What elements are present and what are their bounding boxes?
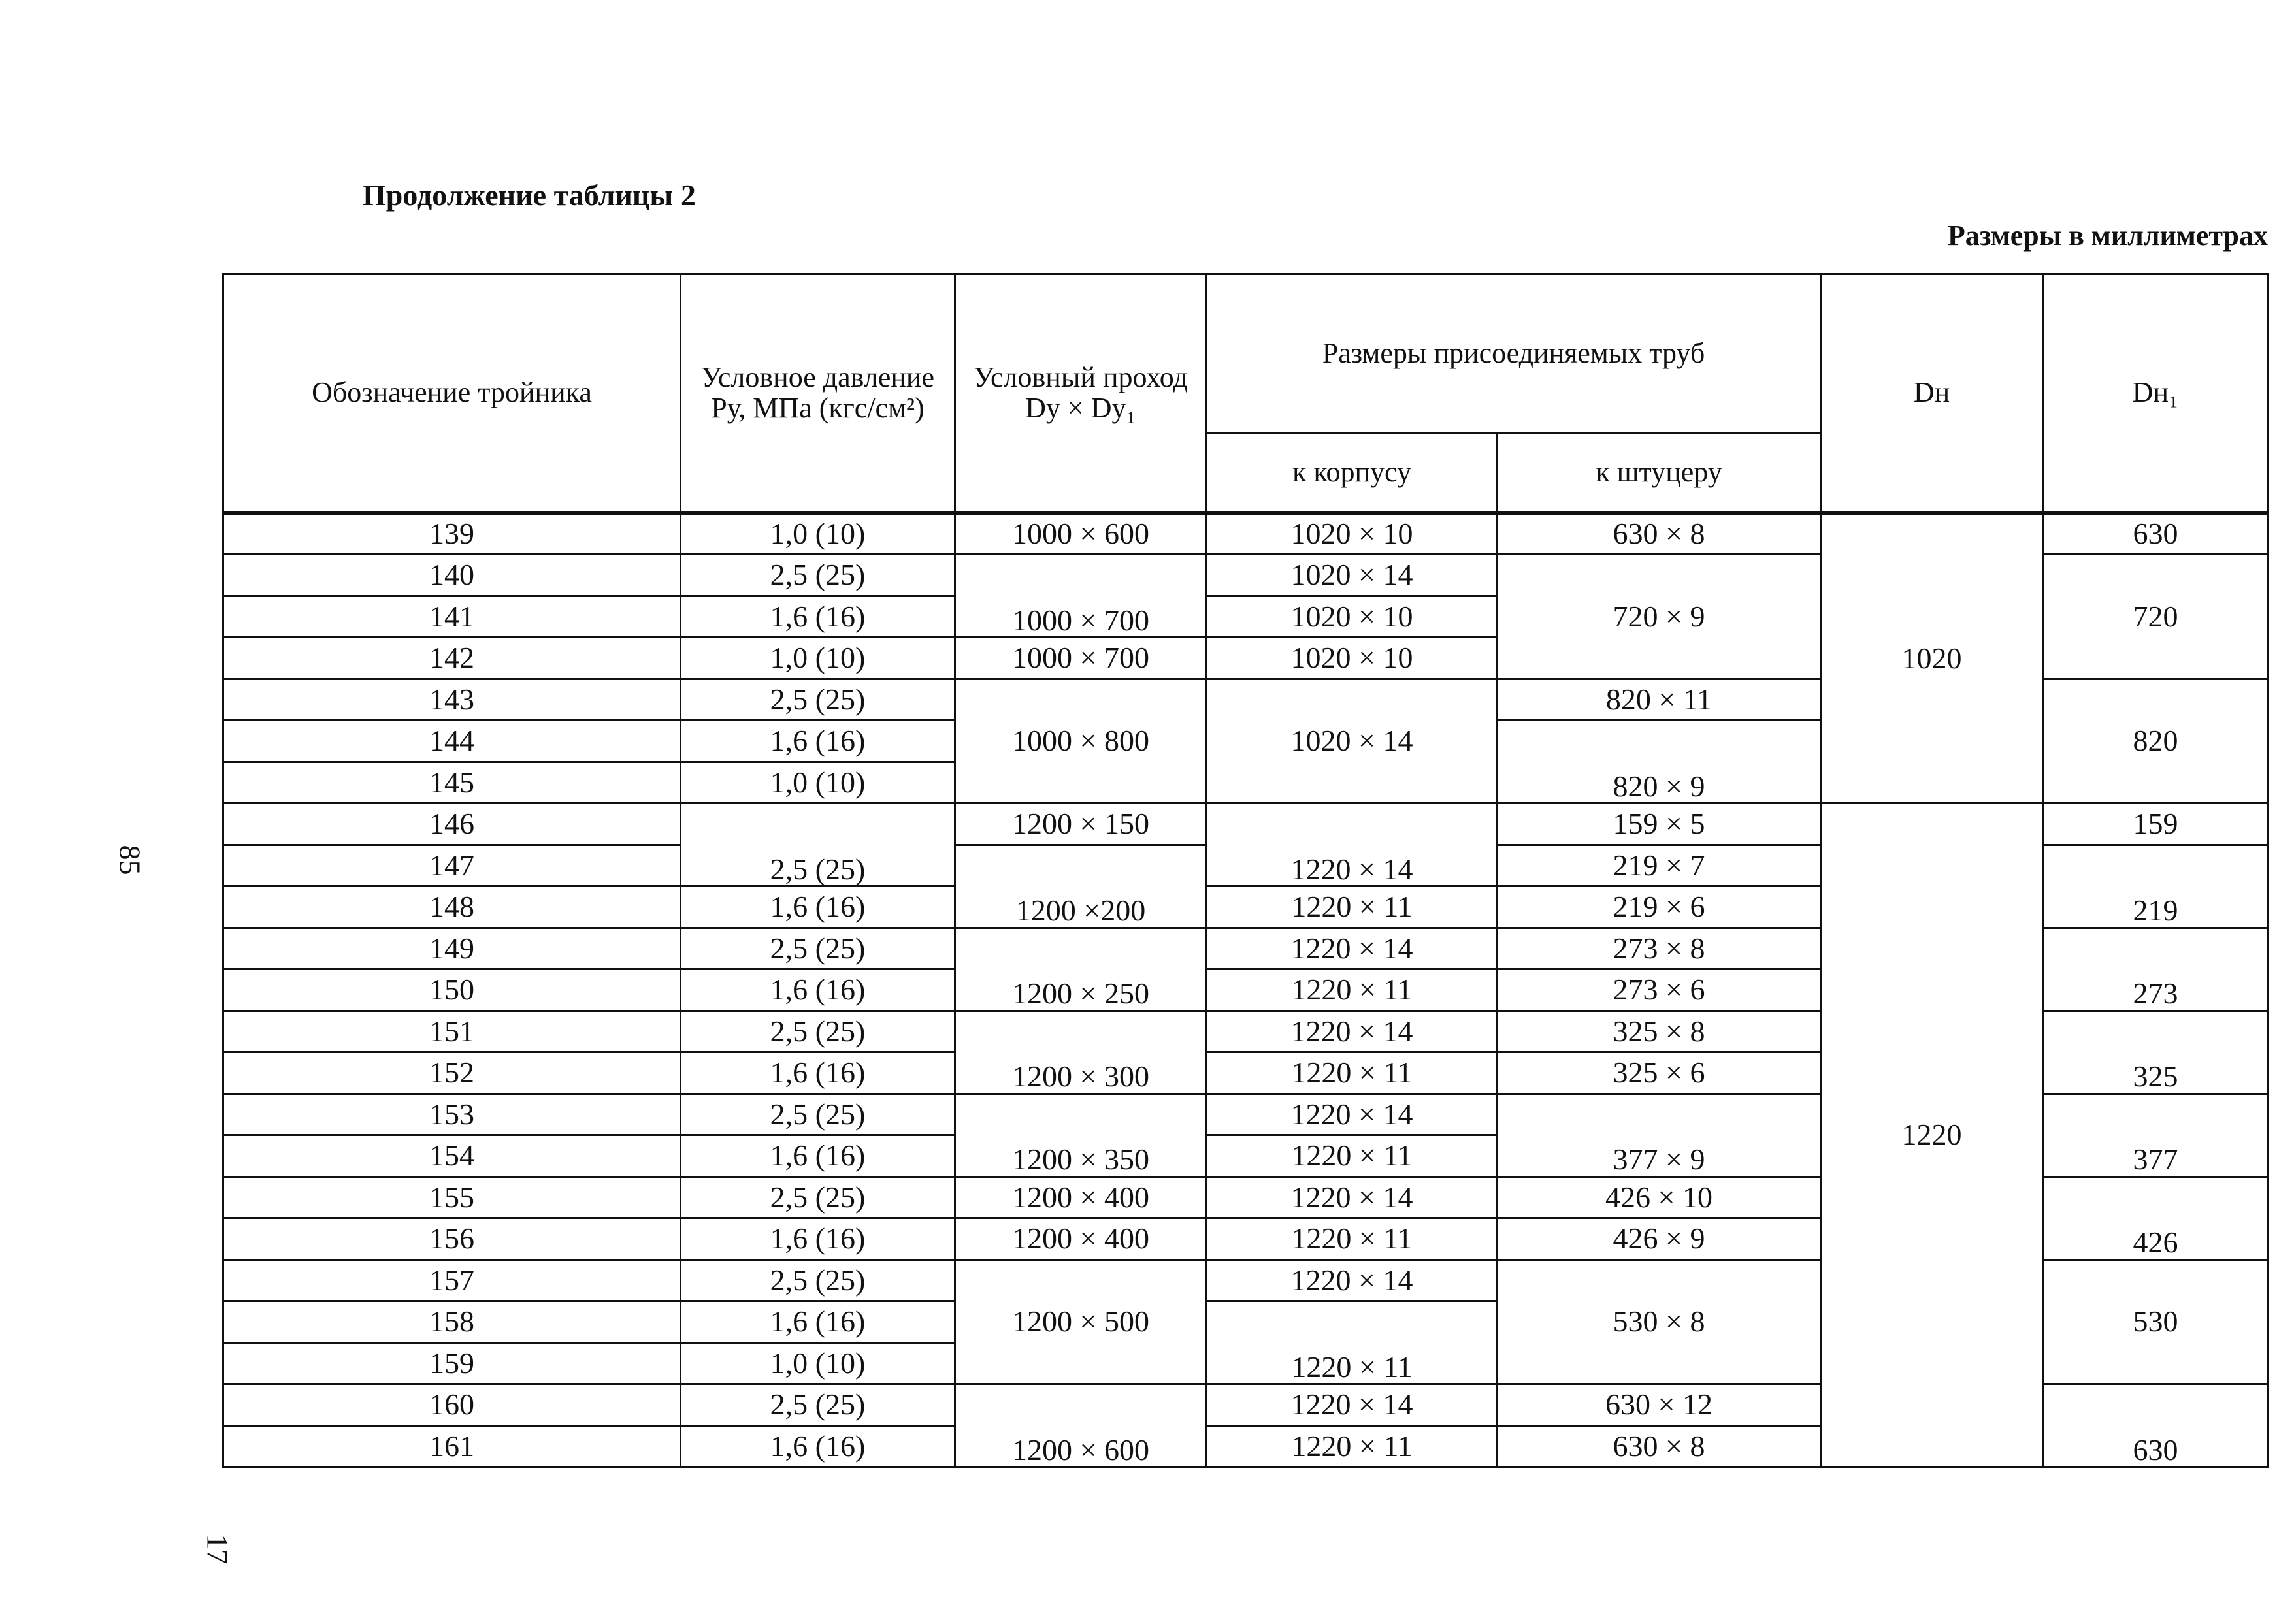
dn1-cell: 159 [2043,804,2269,845]
header-pressure: Условное давление Ру, МПа (кгс/см²) [681,274,955,513]
pressure-cell: 1,6 (16) [681,969,955,1011]
designation-cell: 142 [223,638,681,679]
dn1-cell: 273 [2043,928,2269,1011]
to-body-cell: 1220 × 11 [1207,969,1498,1011]
to-body-cell: 1220 × 11 [1207,1052,1498,1094]
page-number-outer: 85 [113,845,147,875]
pressure-cell: 2,5 (25) [681,555,955,596]
to-body-cell: 1020 × 10 [1207,596,1498,638]
to-fitting-cell: 630 × 8 [1498,513,1821,555]
to-fitting-cell: 325 × 8 [1498,1011,1821,1052]
passage-cell: 1000 × 800 [955,679,1207,804]
header-dn: Dн [1821,274,2043,513]
to-body-cell: 1220 × 14 [1207,1384,1498,1426]
table-row [223,804,2269,845]
dn1-cell: 426 [2043,1177,2269,1259]
passage-cell: 1200 ×200 [955,845,1207,928]
dn1-cell: 820 [2043,679,2269,804]
dn1-cell: 630 [2043,513,2269,555]
to-body-cell: 1220 × 14 [1207,804,1498,886]
to-body-cell: 1020 × 10 [1207,513,1498,555]
to-fitting-cell: 820 × 11 [1498,679,1821,721]
tee-dimensions-table [222,273,2269,1468]
to-fitting-cell: 273 × 6 [1498,969,1821,1011]
pressure-cell: 1,6 (16) [681,1218,955,1260]
dn1-cell: 630 [2043,1384,2269,1467]
designation-cell: 141 [223,596,681,638]
passage-cell: 1200 × 250 [955,928,1207,1011]
to-fitting-cell: 219 × 6 [1498,886,1821,928]
to-body-cell: 1220 × 11 [1207,1425,1498,1467]
designation-cell: 159 [223,1342,681,1384]
to-fitting-cell: 530 × 8 [1498,1259,1821,1384]
designation-cell: 143 [223,679,681,721]
dn1-cell: 325 [2043,1011,2269,1094]
dn-cell: 1020 [1821,513,2043,804]
pressure-cell: 2,5 (25) [681,1259,955,1301]
to-body-cell: 1220 × 14 [1207,1177,1498,1218]
designation-cell: 149 [223,928,681,969]
to-fitting-cell: 377 × 9 [1498,1094,1821,1177]
header-dn1: Dн₁ [2043,274,2269,513]
to-fitting-cell: 159 × 5 [1498,804,1821,845]
pressure-cell: 1,0 (10) [681,513,955,555]
designation-cell: 160 [223,1384,681,1426]
pressure-cell: 1,6 (16) [681,1425,955,1467]
to-fitting-cell: 630 × 8 [1498,1425,1821,1467]
designation-cell: 152 [223,1052,681,1094]
to-body-cell: 1220 × 14 [1207,1011,1498,1052]
pressure-cell: 1,6 (16) [681,596,955,638]
to-body-cell: 1020 × 10 [1207,638,1498,679]
page-number-inner: 17 [201,1534,235,1565]
to-body-cell: 1220 × 11 [1207,1135,1498,1177]
to-fitting-cell: 426 × 10 [1498,1177,1821,1218]
pressure-cell: 1,0 (10) [681,638,955,679]
designation-cell: 147 [223,845,681,886]
pressure-cell: 1,0 (10) [681,1342,955,1384]
table-caption: Продолжение таблицы 2 [363,178,696,212]
to-fitting-cell: 325 × 6 [1498,1052,1821,1094]
passage-cell: 1200 × 300 [955,1011,1207,1094]
passage-cell: 1000 × 600 [955,513,1207,555]
header-designation: Обозначение тройника [223,274,681,513]
to-body-cell: 1220 × 14 [1207,1094,1498,1135]
to-body-cell: 1220 × 11 [1207,1301,1498,1384]
passage-cell: 1200 × 150 [955,804,1207,845]
pressure-cell: 1,6 (16) [681,1135,955,1177]
header-passage: Условный проход Dу × Dу₁ [955,274,1207,513]
designation-cell: 140 [223,555,681,596]
passage-cell: 1000 × 700 [955,555,1207,638]
pressure-cell: 1,6 (16) [681,886,955,928]
designation-cell: 157 [223,1259,681,1301]
to-body-cell: 1220 × 11 [1207,886,1498,928]
passage-cell: 1200 × 400 [955,1218,1207,1260]
to-fitting-cell: 219 × 7 [1498,845,1821,886]
dn1-cell: 530 [2043,1259,2269,1384]
pressure-cell: 2,5 (25) [681,1177,955,1218]
to-body-cell: 1220 × 14 [1207,928,1498,969]
to-fitting-cell: 273 × 8 [1498,928,1821,969]
designation-cell: 145 [223,762,681,804]
to-body-cell: 1220 × 11 [1207,1218,1498,1260]
to-body-cell: 1220 × 14 [1207,1259,1498,1301]
designation-cell: 153 [223,1094,681,1135]
to-fitting-cell: 630 × 12 [1498,1384,1821,1426]
pressure-cell: 1,6 (16) [681,721,955,762]
pressure-cell: 2,5 (25) [681,1094,955,1135]
designation-cell: 154 [223,1135,681,1177]
designation-cell: 146 [223,804,681,845]
designation-cell: 158 [223,1301,681,1343]
pressure-cell: 1,6 (16) [681,1301,955,1343]
dn1-cell: 219 [2043,845,2269,928]
to-fitting-cell: 820 × 9 [1498,721,1821,804]
pressure-cell: 2,5 (25) [681,804,955,886]
designation-cell: 150 [223,969,681,1011]
designation-cell: 151 [223,1011,681,1052]
to-body-cell: 1020 × 14 [1207,555,1498,596]
pressure-cell: 2,5 (25) [681,1384,955,1426]
designation-cell: 161 [223,1425,681,1467]
to-fitting-cell: 426 × 9 [1498,1218,1821,1260]
passage-cell: 1200 × 400 [955,1177,1207,1218]
to-fitting-cell: 720 × 9 [1498,555,1821,679]
designation-cell: 148 [223,886,681,928]
dn-cell: 1220 [1821,804,2043,1467]
passage-cell: 1000 × 700 [955,638,1207,679]
table-row [223,513,2269,555]
header-pipe-sizes: Размеры присоединяемых труб [1207,274,1821,433]
passage-cell: 1200 × 500 [955,1259,1207,1384]
dn1-cell: 720 [2043,555,2269,679]
dn1-cell: 377 [2043,1094,2269,1177]
pressure-cell: 1,0 (10) [681,762,955,804]
designation-cell: 139 [223,513,681,555]
to-body-cell: 1020 × 14 [1207,679,1498,804]
header-to-fitting: к штуцеру [1498,433,1821,513]
header-to-body: к корпусу [1207,433,1498,513]
units-note: Размеры в миллиметрах [1947,219,2268,252]
pressure-cell: 2,5 (25) [681,679,955,721]
pressure-cell: 1,6 (16) [681,1052,955,1094]
designation-cell: 156 [223,1218,681,1260]
designation-cell: 155 [223,1177,681,1218]
pressure-cell: 2,5 (25) [681,928,955,969]
pressure-cell: 2,5 (25) [681,1011,955,1052]
passage-cell: 1200 × 600 [955,1384,1207,1467]
designation-cell: 144 [223,721,681,762]
passage-cell: 1200 × 350 [955,1094,1207,1177]
